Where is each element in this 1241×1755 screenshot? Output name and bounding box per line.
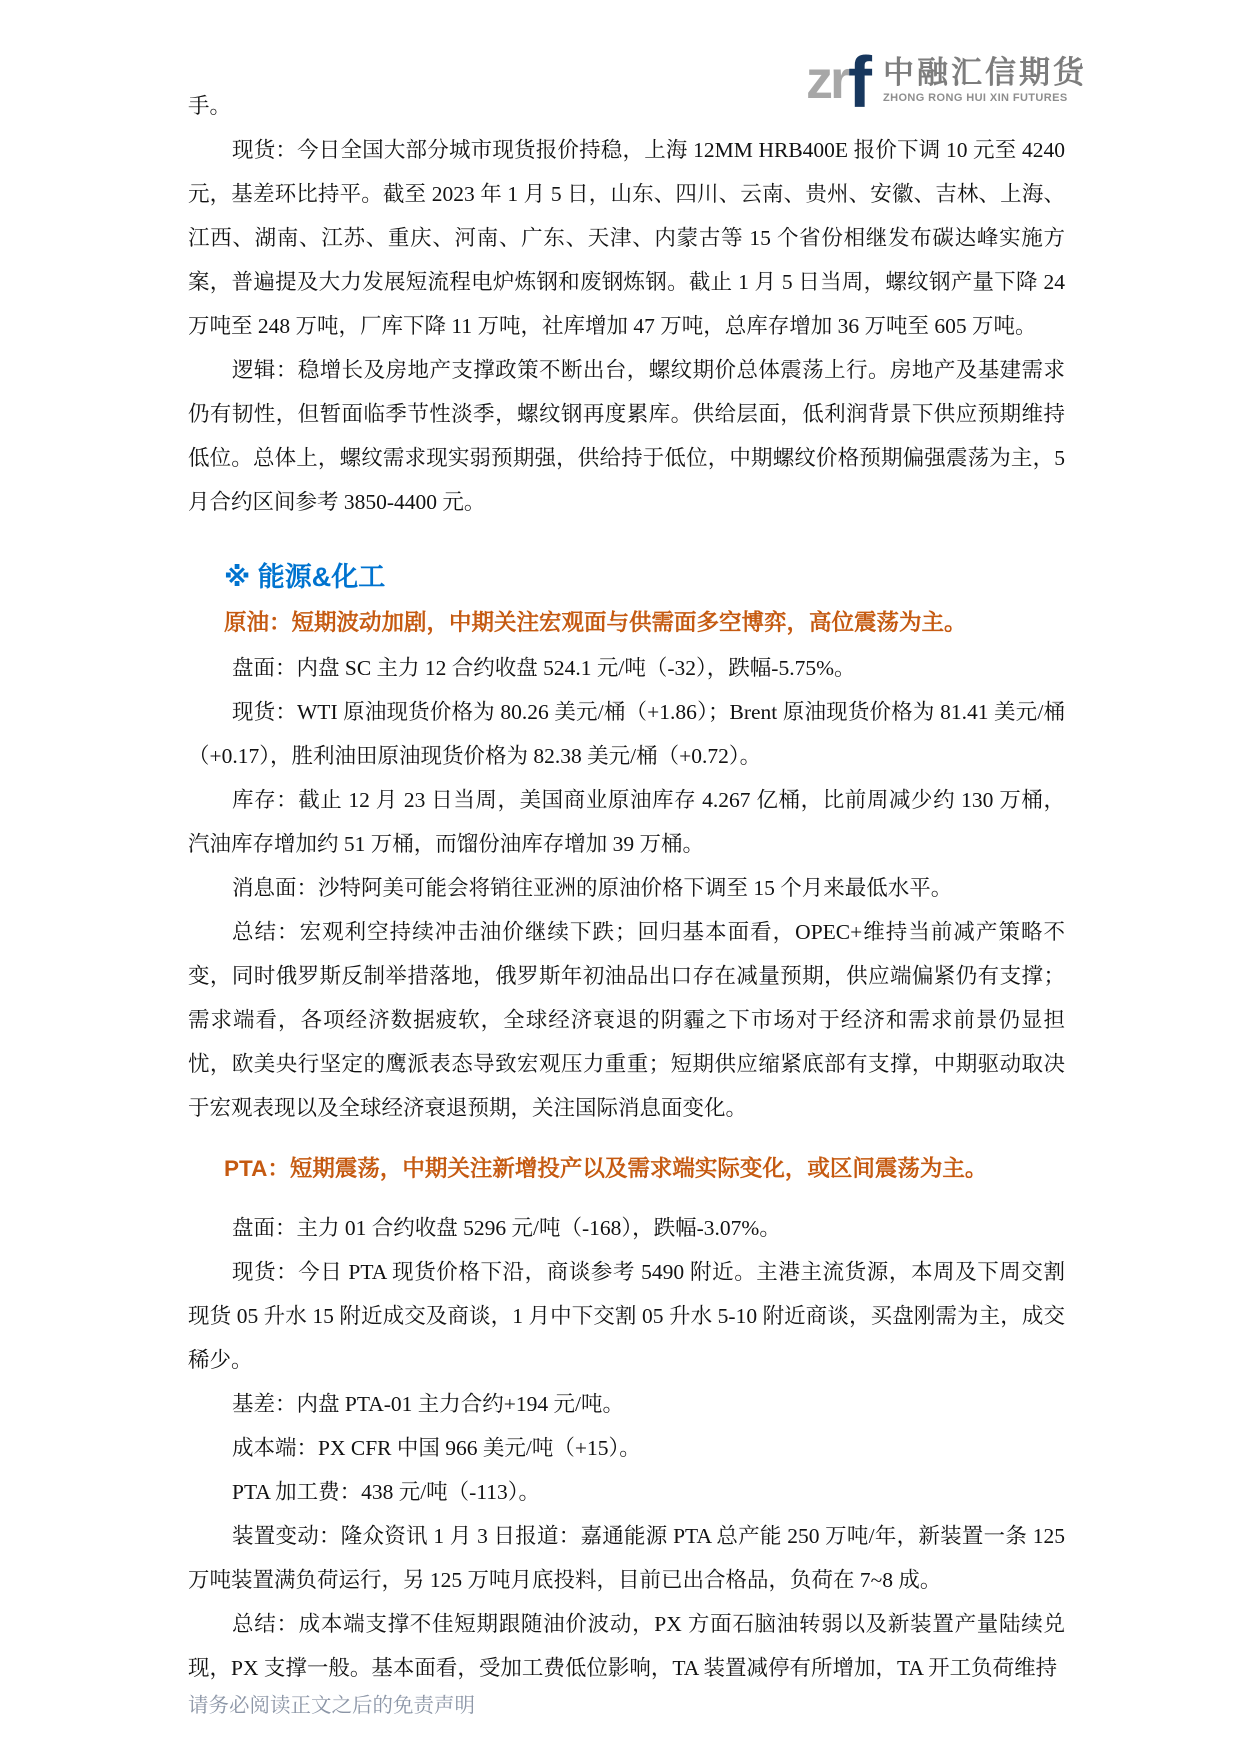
- paragraph-steel-spot: 现货：今日全国大部分城市现货报价持稳，上海 12MM HRB400E 报价下调 10 元至 4240 元，基差环比持平。截至 2023 年 1 月 5 日，山东、四川、云南、贵州、安徽、吉林、上海、江西、湖南、江苏、重庆、河南、广东、天津、内蒙古等 15 个省份相继发布碳达峰实施方案，普遍提及大力发展短流程电炉炼钢和废钢炼钢。截止 1 月 5 日当周，螺纹钢产量下降 24 万吨至 248 万吨，厂库下降 11 万吨，社库增加 47 万吨，总库存增加 36 万吨至 605 万吨。: [188, 138, 1065, 338]
- paragraph-crude-spot: 现货：WTI 原油现货价格为 80.26 美元/桶（+1.86）；Brent 原油现货价格为 81.41 美元/桶（+0.17），胜利油田原油现货价格为 82.38 美元/桶（+0.72）。: [188, 700, 1065, 768]
- paragraph-steel-logic: 逻辑：稳增长及房地产支撑政策不断出台，螺纹期价总体震荡上行。房地产及基建需求仍有韧性，但暂面临季节性淡季，螺纹钢再度累库。供给层面，低利润背景下供应预期维持低位。总体上，螺纹需求现实弱预期强，供给持于低位，中期螺纹价格预期偏强震荡为主，5 月合约区间参考 3850-4400 元。: [188, 358, 1065, 514]
- paragraph-pta-spot: 现货：今日 PTA 现货价格下沿，商谈参考 5490 附近。主港主流货源，本周及下周交割现货 05 升水 15 附近成交及商谈，1 月中下交割 05 升水 5-10 附近商谈，买盘刚需为主，成交稀少。: [188, 1260, 1065, 1372]
- paragraph-crude-news: 消息面：沙特阿美可能会将销往亚洲的原油价格下调至 15 个月来最低水平。: [232, 876, 953, 900]
- paragraph-crude-board: 盘面：内盘 SC 主力 12 合约收盘 524.1 元/吨（-32），跌幅-5.75%。: [232, 656, 856, 680]
- disclaimer-footer: 请务必阅读正文之后的免责声明: [188, 1695, 475, 1717]
- paragraph-pta-board: 盘面：主力 01 合约收盘 5296 元/吨（-168），跌幅-3.07%。: [232, 1216, 781, 1240]
- report-body: [188, 84, 1065, 1690]
- paragraph-pta-plant-changes: 装置变动：隆众资讯 1 月 3 日报道：嘉通能源 PTA 总产能 250 万吨/年，新装置一条 125 万吨装置满负荷运行，另 125 万吨月底投料，目前已出合格品，负荷在 7~8 成。: [188, 1524, 1065, 1592]
- paragraph-pta-basis: 基差：内盘 PTA-01 主力合约+194 元/吨。: [232, 1392, 625, 1416]
- pta-view-heading: PTA：短期震荡，中期关注新增投产以及需求端实际变化，或区间震荡为主。: [224, 1156, 988, 1181]
- crude-oil-view-heading: 原油：短期波动加剧，中期关注宏观面与供需面多空博弈，高位震荡为主。: [224, 610, 967, 635]
- paragraph-pta-summary: 总结：成本端支撑不佳短期跟随油价波动，PX 方面石脑油转弱以及新装置产量陆续兑现，PX 支撑一般。基本面看，受加工费低位影响，TA 装置减停有所增加，TA 开工负荷维持: [188, 1612, 1065, 1680]
- logo-company-name-en: ZHONG RONG HUI XIN FUTURES: [883, 92, 1068, 104]
- paragraph-pta-processing-fee: PTA 加工费：438 元/吨（-113）。: [232, 1480, 541, 1504]
- logo-letters-zr: zr: [806, 50, 849, 110]
- logo-company-name-cn: 中融汇信期货: [883, 55, 1087, 90]
- logo-letter-f: f: [848, 43, 869, 123]
- paragraph-carryover: 手。: [188, 94, 232, 118]
- section-heading-energy-chemical: ※ 能源&化工: [224, 562, 386, 592]
- paragraph-pta-cost: 成本端：PX CFR 中国 966 美元/吨（+15）。: [232, 1436, 641, 1460]
- paragraph-crude-inventory: 库存：截止 12 月 23 日当周，美国商业原油库存 4.267 亿桶，比前周减少约 130 万桶，汽油库存增加约 51 万桶，而馏份油库存增加 39 万桶。: [188, 788, 1065, 856]
- paragraph-crude-summary: 总结：宏观利空持续冲击油价继续下跌；回归基本面看，OPEC+维持当前减产策略不变，同时俄罗斯反制举措落地，俄罗斯年初油品出口存在减量预期，供应端偏紧仍有支撑；需求端看，各项经济数据疲软，全球经济衰退的阴霾之下市场对于经济和需求前景仍显担忧，欧美央行坚定的鹰派表态导致宏观压力重重；短期供应缩紧底部有支撑，中期驱动取决于宏观表现以及全球经济衰退预期，关注国际消息面变化。: [188, 920, 1065, 1120]
